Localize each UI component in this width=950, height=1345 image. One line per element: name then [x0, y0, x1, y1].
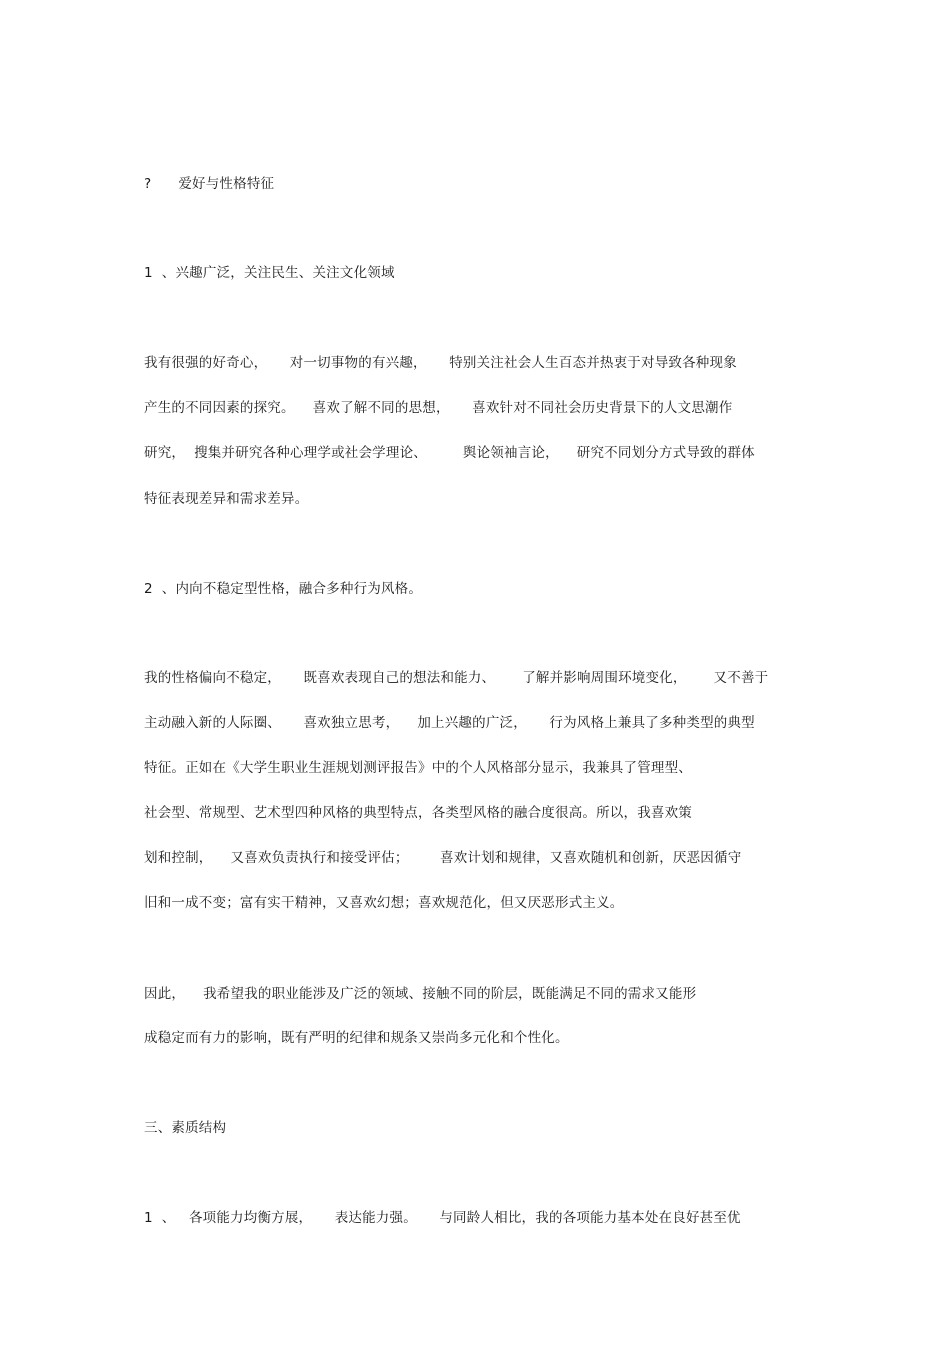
heading-hobbies-and-personality: ? 爱好与性格特征	[144, 176, 275, 192]
paragraph-2-line-1: 我的性格偏向不稳定， 既喜欢表现自己的想法和能力、 了解并影响周围环境变化， 又不善于	[144, 670, 769, 686]
paragraph-2-line-3: 特征。正如在《大学生职业生涯规划测评报告》中的个人风格部分显示，我兼具了管理型、	[144, 760, 692, 776]
paragraph-2-line-6: 旧和一成不变；富有实干精神，又喜欢幻想；喜欢规范化，但又厌恶形式主义。	[144, 895, 624, 911]
paragraph-1-line-3: 研究， 搜集并研究各种心理学或社会学理论、 舆论领袖言论， 研究不同划分方式导致的群体	[144, 445, 755, 461]
paragraph-3-line-2: 成稳定而有力的影响，既有严明的纪律和规条又崇尚多元化和个性化。	[144, 1030, 569, 1046]
item-1-title: 1 、兴趣广泛，关注民生、关注文化领域	[144, 265, 395, 281]
paragraph-2-line-2: 主动融入新的人际圈、 喜欢独立思考， 加上兴趣的广泛， 行为风格上兼具了多种类型的典型	[144, 715, 755, 731]
paragraph-1-line-2: 产生的不同因素的探究。 喜欢了解不同的思想， 喜欢针对不同社会历史背景下的人文思潮作	[144, 400, 733, 416]
section-3-title: 三、素质结构	[144, 1120, 227, 1136]
paragraph-2-line-5: 划和控制， 又喜欢负责执行和接受评估； 喜欢计划和规律，又喜欢随机和创新，厌恶因循守	[144, 850, 742, 866]
paragraph-3-line-1: 因此， 我希望我的职业能涉及广泛的领域、接触不同的阶层，既能满足不同的需求又能形	[144, 986, 697, 1002]
paragraph-1-line-4: 特征表现差异和需求差异。	[144, 491, 309, 507]
item-3-line: 1 、 各项能力均衡方展， 表达能力强。 与同龄人相比，我的各项能力基本处在良好甚至优	[144, 1210, 741, 1226]
item-2-title: 2 、内向不稳定型性格，融合多种行为风格。	[144, 581, 423, 597]
paragraph-1-line-1: 我有很强的好奇心， 对一切事物的有兴趣， 特别关注社会人生百态并热衷于对导致各种现象	[144, 355, 737, 371]
paragraph-2-line-4: 社会型、常规型、艺术型四种风格的典型特点，各类型风格的融合度很高。所以，我喜欢策	[144, 805, 692, 821]
